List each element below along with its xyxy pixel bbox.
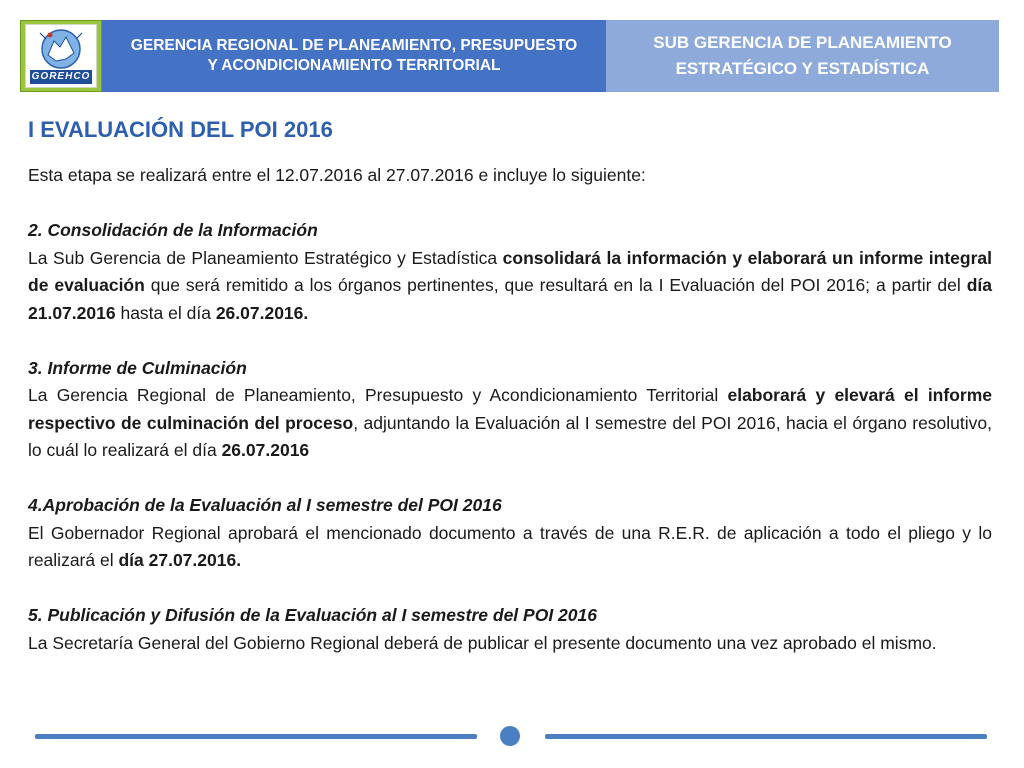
text-run: El Gobernador Regional aprobará el mencionado documento a través de una R.E.R. de aplicación a todo el pliego y lo realizará el [28, 522, 992, 570]
text-run: hasta el día [115, 302, 216, 323]
section-heading-publicacion: 5. Publicación y Difusión de la Evaluación al I semestre del POI 2016 [28, 605, 597, 625]
footer-line-right [545, 734, 987, 739]
section-heading-consolidacion: 2. Consolidación de la Información [28, 220, 318, 240]
page-title: I EVALUACIÓN DEL POI 2016 [28, 117, 333, 142]
text-run: La Gerencia Regional de Planeamiento, Presupuesto y Acondicionamiento Territorial [28, 385, 728, 405]
footer-dot [500, 726, 520, 746]
intro-paragraph: Esta etapa se realizará entre el 12.07.2016 al 27.07.2016 e incluye lo siguiente: [28, 165, 646, 185]
header-main-line-1: GERENCIA REGIONAL DE PLANEAMIENTO, PRESUPUESTO [130, 37, 578, 54]
text-run-bold: elaborará y elevará el informe respectivo de culminación del proceso [28, 385, 992, 433]
text-run: , adjuntando la Evaluación al I semestre del POI 2016, hacia el órgano resolutivo, lo cuál lo realizará el día [28, 412, 993, 460]
slide-body [28, 162, 992, 657]
text-run-bold: día 21.07.2016 [28, 275, 992, 323]
gorehco-logo [20, 20, 102, 92]
text-run-bold: día 27.07.2016. [118, 550, 242, 570]
section-heading-culminacion: 3. Informe de Culminación [28, 357, 247, 378]
text-run: La Secretaría General del Gobierno Regional deberá de publicar el presente documento una vez aprobado el mismo. [28, 632, 937, 653]
text-run-bold: 26.07.2016 [221, 440, 310, 460]
section-body-publicacion [28, 630, 992, 658]
logo-text: GOREHCO [31, 71, 91, 82]
header-sub-line-2: ESTRATÉGICO Y ESTADÍSTICA [675, 59, 930, 78]
section-heading-aprobacion: 4.Aprobación de la Evaluación al I semestre del POI 2016 [28, 495, 502, 515]
header-sub-title [606, 20, 999, 92]
text-run: La Sub Gerencia de Planeamiento Estratégico y Estadística [28, 247, 503, 268]
footer-line-left [35, 734, 477, 739]
header-main-line-2: Y ACONDICIONAMIENTO TERRITORIAL [207, 57, 501, 74]
text-run-bold: consolidará la información y elaborará un informe integral de evaluación [28, 247, 992, 295]
header-main-title [102, 20, 606, 92]
section-body-aprobacion [28, 520, 992, 575]
text-run: que será remitido a los órganos pertinentes, que resultará en la I Evaluación del POI 2016; a partir del [144, 275, 967, 295]
text-run-bold: 26.07.2016. [215, 302, 309, 323]
header-sub-line-1: SUB GERENCIA DE PLANEAMIENTO [653, 33, 952, 52]
slide-header [20, 20, 999, 92]
map-emblem-icon [26, 25, 96, 71]
section-body-culminacion [28, 382, 992, 465]
section-body-consolidacion [28, 245, 992, 328]
logo-emblem [25, 24, 97, 88]
